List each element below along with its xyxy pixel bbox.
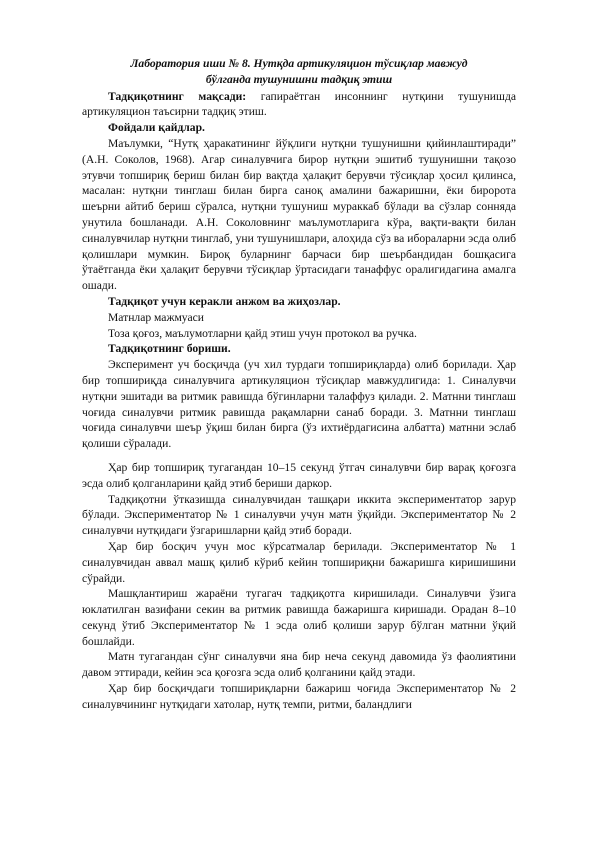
useful-heading: Фойдали қайдлар. xyxy=(108,121,205,135)
procedure-paragraph-6: Матн тугагандан сўнг синалувчи яна бир неча секунд давомида ўз фаолиятини давом эттиради, кейин эса қоғозга эсда олиб қолганини қайд этади. xyxy=(82,650,516,680)
lab-title-line1: Лаборатория иши № 8. Нутқда артикуляцион тўсиқлар мавжуд xyxy=(130,57,468,70)
lab-title-line2: бўлганда тушунишни тадқиқ этиш xyxy=(205,72,393,86)
lab-title xyxy=(82,56,516,88)
tools-item-texts: Матнлар мажмуаси xyxy=(108,310,204,324)
goal-paragraph xyxy=(82,89,516,121)
procedure-heading: Тадқиқотнинг бориши. xyxy=(108,342,231,356)
procedure-paragraph-1: Эксперимент уч босқичда (уч хил турдаги топшириқларда) олиб борилади. Ҳар бир топшириқда синалувчига артикуляцион тўсиқлар мавжудлигида: 1. Синалувчи нутқни эшитади ва ритмик равишда бўгинларни талаффуз қилади. 2. Матнни тинглаш чоғида синалувчи ритмик равишда рақамларни санаб боради. 3. Матнни тинглаш чоғида синалувчи шеър ўқиш билан бирга (ўз ихтиёрдагисина албатта) матнни эслаб қолиши сўралади. xyxy=(82,358,516,451)
procedure-paragraph-5: Машқлантириш жараёни тугагач тадқиқотга киришилади. Синалувчи ўзига юклатилган вазифани секин ва ритмик равишда бажаришга киришади. Орадан 8–10 секунд ўтиб Экспериментатор № 1 эсда олиб қолиши зарур бўлган матнни ўқий бошлайди. xyxy=(82,587,516,648)
document-page xyxy=(82,56,516,713)
procedure-paragraph-7: Ҳар бир босқичдаги топшириқларни бажариш чоғида Экспериментатор № 2 синалувчининг нутқидаги хатолар, нутқ темпи, ритми, баландлиги xyxy=(82,682,516,711)
procedure-paragraph-2: Ҳар бир топшириқ тугагандан 10–15 секунд ўтгач синалувчи бир варақ қоғозга эсда олиб қолганларини қайд этиб бериши даркор. xyxy=(82,460,516,490)
tools-item-paper: Тоза қоғоз, маълумотларни қайд этиш учун протокол ва ручка. xyxy=(108,326,417,340)
procedure-paragraph-4: Ҳар бир босқич учун мос кўрсатмалар берилади. Экспериментатор № 1 синалувчидан аввал машқ қилиб кўриб кейин топшириқни бажаришга киришишини сўрайди. xyxy=(82,539,516,585)
goal-label: Тадқиқотнинг мақсади: xyxy=(108,89,247,103)
procedure-paragraph-3: Тадқиқотни ўтказишда синалувчидан ташқари иккита экспериментатор зарур бўлади. Экспериментатор № 1 синалувчи учун матн ўқийди. Экспериментатор № 2 синалувчи нутқидаги ўзгаришларни қайд этиб боради. xyxy=(82,492,516,538)
tools-heading: Тадқиқот учун керакли анжом ва жиҳозлар. xyxy=(108,294,341,308)
goal-text: гапираётган инсоннинг нутқини тушунишда артикуляцион таъсирни тадқиқ этиш. xyxy=(82,89,516,119)
useful-paragraph: Маълумки, “Нутқ ҳаракатининг йўқлиги нутқни тушунишни қийинлаштиради” (А.Н. Соколов, 1968). Агар синалувчига бирор нутқни эшитиб тушунишни тақозо этувчи топшириқ бериш билан бир вақтда ҳалақит берувчи тўсиқлар ҳосил қилинса, масалан: нутқни тинглаш билан бирга саноқ амалини бажаришни, ёки биророта шеърни айтиб бериш сўралса, нутқни тушуниш мураккаб бўлади ва сўзлар сонняда унутила бошланади. А.Н. Соколовнинг маълумотларига кўра, вақти-вақти билан синалувчилар нутқни тинглаб, уни тушунишлари, алоҳида сўз ва ибораларни эсда олиб қолишлари мумкин. Бироқ буларнинг барчаси бир шеърбандидан бошқасига ўтаётганда ёки ҳалақит берувчи тўсиқлар ўртасидаги танаффус оралигидагина амалга ошади. xyxy=(82,136,516,293)
